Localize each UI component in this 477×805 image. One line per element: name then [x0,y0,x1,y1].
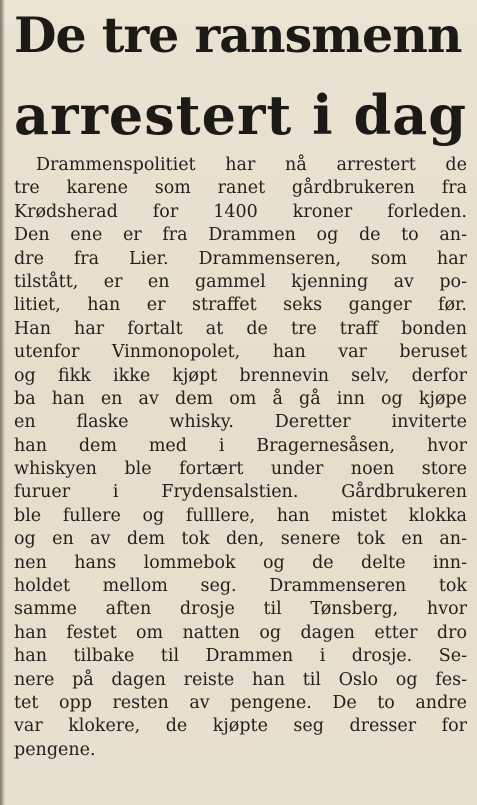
body-line: furuer i Frydensalstien. Gårdbrukeren [14,482,467,503]
body-line: samme aften drosje til Tønsberg, hvor [14,599,467,620]
body-line: han dem med i Bragernesåsen, hvor [14,435,467,456]
body-line: tre karene som ranet gårdbrukeren fra [14,178,467,199]
headline-line-1: De tre ransmenn [14,6,462,64]
body-line: ba han en av dem om å gå inn og kjøpe [14,388,467,409]
column-rule [0,0,5,805]
body-line: litiet, han er straffet seks ganger før. [14,295,467,316]
body-line: Den ene er fra Drammen og de to an- [14,225,467,246]
headline-line-2: arrestert i dag [14,83,467,147]
body-line: dre fra Lier. Drammenseren, som har [14,248,467,269]
body-line: Krødsherad for 1400 kroner forleden. [14,201,467,222]
body-line: var klokere, de kjøpte seg dresser for [14,716,467,737]
body-line: holdet mellom seg. Drammenseren tok [14,576,467,597]
body-line: utenfor Vinmonopolet, han var beruset [14,342,467,363]
body-line: Drammenspolitiet har nå arrestert de [36,155,467,175]
body-line: tilstått, er en gammel kjenning av po- [14,271,467,292]
body-line: pengene. [14,739,96,760]
body-line: nere på dagen reiste han til Oslo og fes- [14,669,467,690]
body-line: Han har fortalt at de tre traff bonden [14,318,467,339]
body-line: whiskyen ble fortært under noen store [14,459,467,480]
body-line: og en av dem tok den, senere tok en an- [14,529,467,550]
body-line: han festet om natten og dagen etter dro [14,622,467,643]
body-line: en flaske whisky. Deretter inviterte [14,412,467,433]
body-line: tet opp resten av pengene. De to andre [14,692,467,713]
body-line: ble fullere og fulllere, han mistet klokka [14,505,467,526]
body-line: nen hans lommebok og de delte inn- [14,552,467,573]
body-line: han tilbake til Drammen i drosje. Se- [14,646,467,667]
article-body [14,154,467,762]
body-line: og fikk ikke kjøpt brennevin selv, derfor [14,365,467,386]
